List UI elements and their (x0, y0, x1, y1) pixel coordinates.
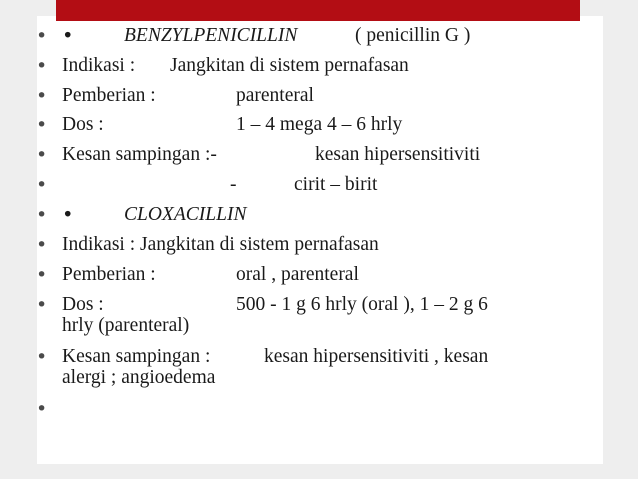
drug-name: CLOXACILLIN (124, 204, 247, 225)
item-dash: - (230, 174, 237, 195)
item-continuation: hrly (parenteral) (62, 315, 190, 336)
bullet-icon (36, 114, 47, 136)
item-continuation: alergi ; angioedema (62, 367, 216, 388)
item-label: Kesan sampingan :- (62, 144, 217, 165)
item-value: parenteral (236, 85, 314, 106)
bullet-icon (36, 174, 47, 196)
drug-name: BENZYLPENICILLIN (124, 25, 298, 46)
bullet-icon (36, 234, 47, 256)
item-label: Dos : (62, 294, 104, 315)
item-value: cirit – birit (294, 174, 378, 195)
bullet-icon (36, 85, 47, 107)
item-value: 1 – 4 mega 4 – 6 hrly (236, 114, 403, 135)
bullet-icon (36, 55, 47, 77)
item-value: Jangkitan di sistem pernafasan (170, 55, 409, 76)
sub-bullet-icon (62, 25, 74, 48)
accent-bar (56, 0, 580, 21)
item-label: Dos : (62, 114, 104, 135)
bullet-icon (36, 204, 47, 226)
bullet-icon (36, 346, 47, 368)
item-value: kesan hipersensitiviti (315, 144, 481, 165)
item-label: Indikasi : (62, 55, 136, 76)
item-text: Indikasi : Jangkitan di sistem pernafasan (62, 234, 379, 255)
item-value: kesan hipersensitiviti , kesan (264, 346, 489, 367)
bullet-icon (36, 398, 47, 420)
item-value: oral , parenteral (236, 264, 359, 285)
sub-bullet-icon (62, 204, 74, 227)
item-value: 500 - 1 g 6 hrly (oral ), 1 – 2 g 6 (236, 294, 488, 315)
item-label: Pemberian : (62, 264, 156, 285)
drug-alt-name: ( penicillin G ) (355, 25, 471, 46)
item-label: Pemberian : (62, 85, 156, 106)
item-label: Kesan sampingan : (62, 346, 211, 367)
bullet-icon (36, 294, 47, 316)
bullet-icon (36, 264, 47, 286)
bullet-icon (36, 144, 47, 166)
bullet-icon (36, 25, 47, 47)
